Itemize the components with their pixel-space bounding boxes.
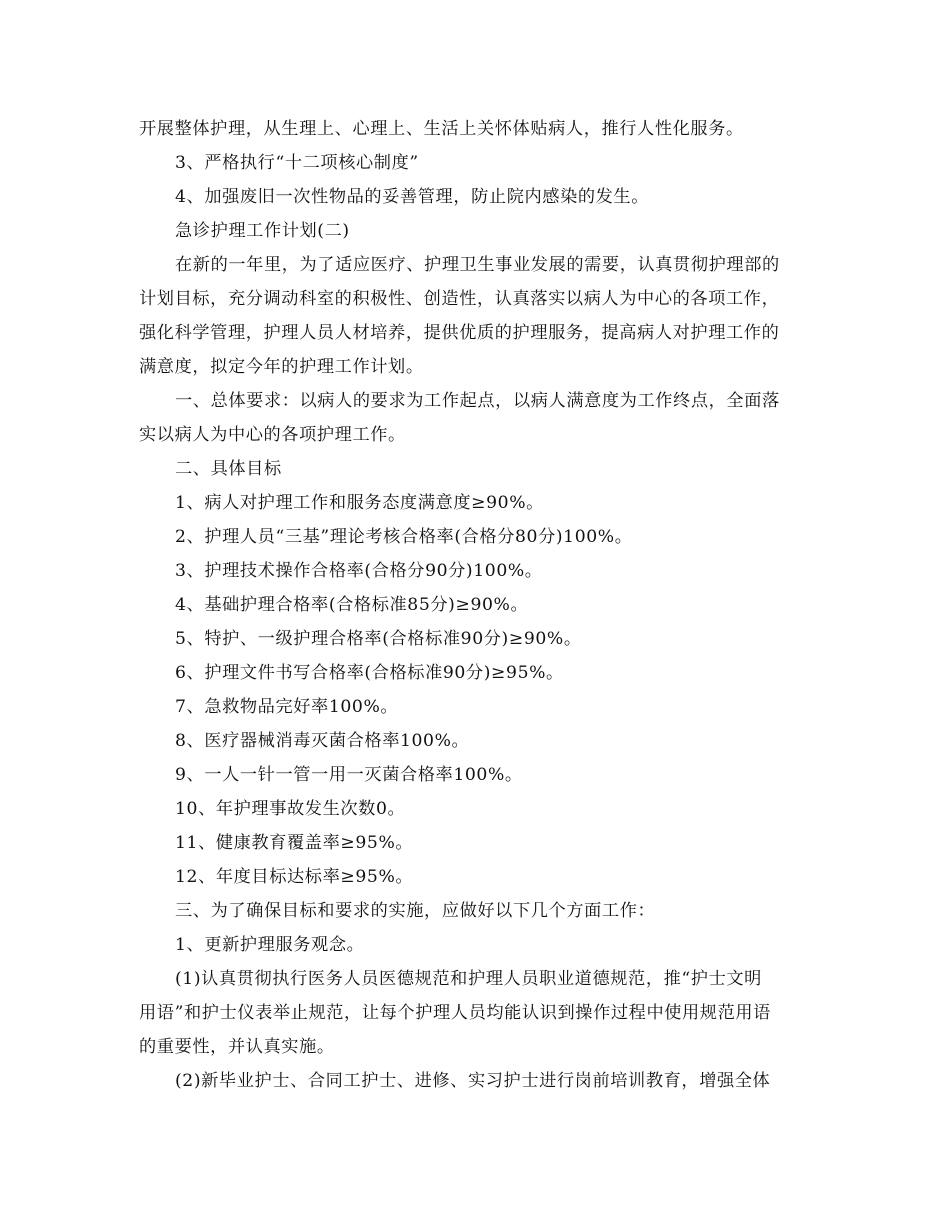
text-line: 强化科学管理，护理人员人材培养，提供优质的护理服务，提高病人对护理工作的 <box>139 323 780 343</box>
section-heading: 三、为了确保目标和要求的实施，应做好以下几个方面工作： <box>175 901 656 921</box>
section-heading: 二、具体目标 <box>175 459 282 479</box>
list-item: 10、年护理事故发生次数0。 <box>175 799 406 819</box>
list-item: 5、特护、一级护理合格率(合格标准90分)≥90%。 <box>175 629 582 649</box>
list-item: 12、年度目标达标率≥95%。 <box>175 867 414 887</box>
text-line: 4、加强废旧一次性物品的妥善管理，防止院内感染的发生。 <box>175 187 650 207</box>
section-heading: 急诊护理工作计划(二) <box>175 221 350 241</box>
list-item: 2、护理人员“三基”理论考核合格率(合格分80分)100%。 <box>175 527 633 547</box>
list-item: 6、护理文件书写合格率(合格标准90分)≥95%。 <box>175 663 564 683</box>
list-item: 3、护理技术操作合格率(合格分90分)100%。 <box>175 561 543 581</box>
text-line: 实以病人为中心的各项护理工作。 <box>139 425 406 445</box>
list-item: 9、一人一针一管一用一灭菌合格率100%。 <box>175 765 523 785</box>
list-item: 1、更新护理服务观念。 <box>175 935 365 955</box>
list-item: 1、病人对护理工作和服务态度满意度≥90%。 <box>175 493 544 513</box>
list-item: 4、基础护理合格率(合格标准85分)≥90%。 <box>175 595 529 615</box>
text-line: 用语”和护士仪表举止规范，让每个护理人员均能认识到操作过程中使用规范用语 <box>139 1003 771 1023</box>
text-line: 3、严格执行“十二项核心制度” <box>175 153 419 173</box>
text-line: 一、总体要求：以病人的要求为工作起点，以病人满意度为工作终点，全面落 <box>175 391 780 411</box>
text-line: 计划目标，充分调动科室的积极性、创造性，认真落实以病人为中心的各项工作， <box>139 289 780 309</box>
text-line: 满意度，拟定今年的护理工作计划。 <box>139 357 424 377</box>
list-item: 11、健康教育覆盖率≥95%。 <box>175 833 414 853</box>
text-line: 的重要性，并认真实施。 <box>139 1037 335 1057</box>
text-line: (2)新毕业护士、合同工护士、进修、实习护士进行岗前培训教育，增强全体 <box>175 1071 771 1091</box>
text-line: 在新的一年里，为了适应医疗、护理卫生事业发展的需要，认真贯彻护理部的 <box>175 255 780 275</box>
list-item: 8、医疗器械消毒灭菌合格率100%。 <box>175 731 470 751</box>
list-item: 7、急救物品完好率100%。 <box>175 697 399 717</box>
text-line: 开展整体护理，从生理上、心理上、生活上关怀体贴病人，推行人性化服务。 <box>139 119 744 139</box>
document-body <box>139 112 815 1098</box>
text-line: (1)认真贯彻执行医务人员医德规范和护理人员职业道德规范，推“护士文明 <box>175 969 762 989</box>
